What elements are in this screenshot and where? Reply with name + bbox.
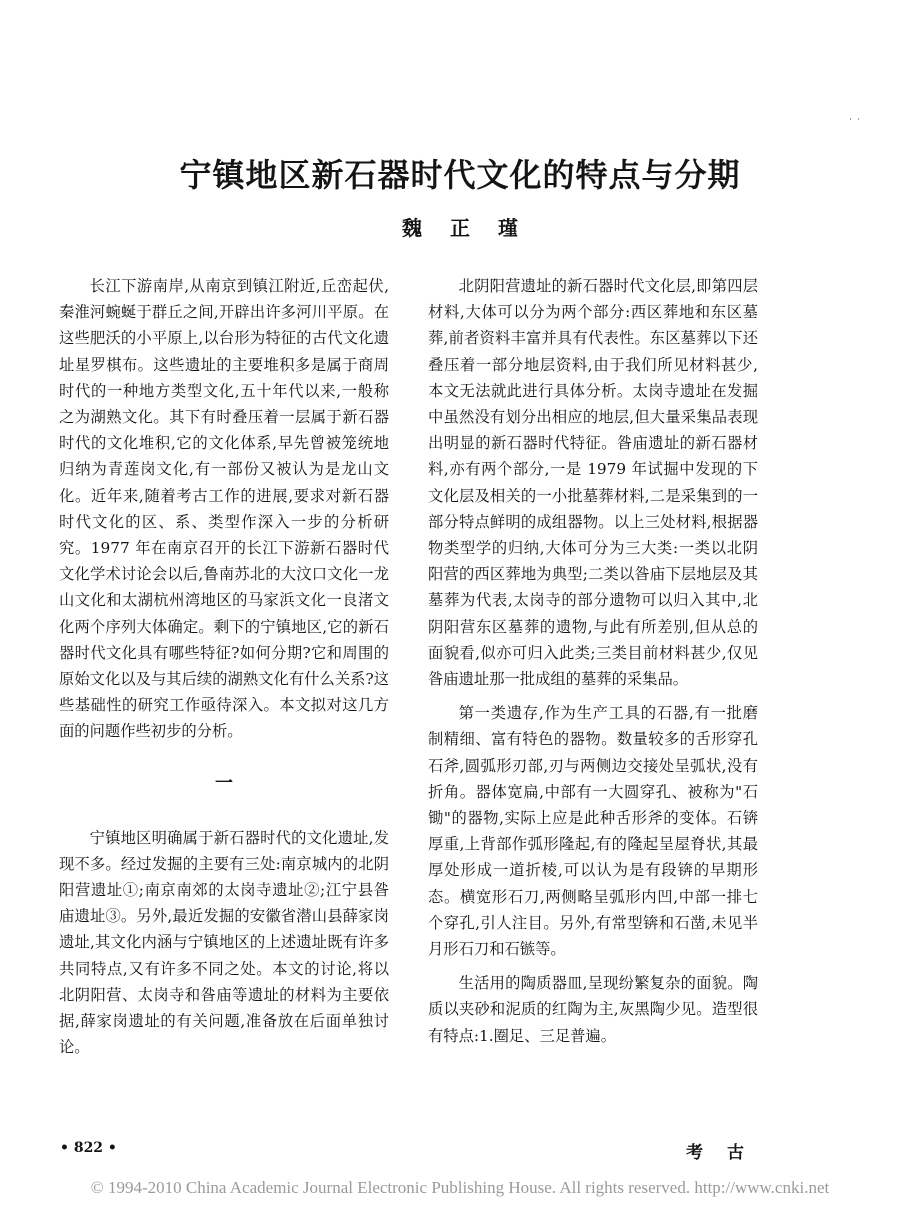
- body-paragraph-2: 第一类遗存,作为生产工具的石器,有一批磨制精细、富有特色的器物。数量较多的舌形穿孔石斧,圆弧形刃部,刃与两侧边交接处呈弧状,没有折角。器体宽扁,中部有一大圆穿孔、被称为"石锄"的器物,实际上应是此种舌形斧的变体。石锛厚重,上背部作弧形隆起,有的隆起呈屋脊状,其最厚处形成一道折棱,可以认为是有段锛的早期形态。横宽形石刀,两侧略呈弧形内凹,中部一排七个穿孔,引人注目。另外,有常型锛和石凿,未见半月形石刀和石镞等。: [428, 704, 758, 959]
- page-number: • 822 •: [60, 1140, 117, 1156]
- left-column: [59, 273, 389, 1060]
- copyright-footer: © 1994-2010 China Academic Journal Electronic Publishing House. All rights reserved. http://www.cnki.net: [90, 1178, 830, 1197]
- section1-paragraph: 宁镇地区明确属于新石器时代的文化遗址,发现不多。经过发掘的主要有三处:南京城内的北阴阳营遗址①;南京南郊的太岗寺遗址②;江宁县昝庙遗址③。另外,最近发掘的安徽省潜山县薛家岗遗址,其文化内涵与宁镇地区的上述遗址既有许多共同特点,又有许多不同之处。本文的讨论,将以北阴阳营、太岗寺和昝庙等遗址的材料为主要依据,薛家岗遗址的有关问题,准备放在后面单独讨论。: [59, 828, 389, 1057]
- body-paragraph-1: 北阴阳营遗址的新石器时代文化层,即第四层材料,大体可以分为两个部分:西区葬地和东区墓葬,前者资料丰富并具有代表性。东区墓葬以下还叠压着一部分地层资料,由于我们所见材料甚少,本文无法就此进行具体分析。太岗寺遗址在发掘中虽然没有划分出相应的地层,但大量采集品表现出明显的新石器时代特征。昝庙遗址的新石器材料,亦有两个部分,一是 1979 年试掘中发现的下文化层及相关的一小批墓葬材料,二是采集到的一部分特点鲜明的成组器物。以上三处材料,根据器物类型学的归纳,大体可分为三大类:一类以北阴阳营的西区葬地为典型;二类以昝庙下层地层及其墓葬为代表,太岗寺的部分遗物可以归入其中,北阴阳营东区墓葬的遗物,与此有所差别,但从总的面貌看,似亦可归入此类;三类目前材料甚少,仅见昝庙遗址那一批成组的墓葬的采集品。: [428, 277, 758, 689]
- scan-speck: ˙ ˙: [848, 118, 862, 129]
- author-name: 魏正瑾: [402, 216, 546, 240]
- journal-name: 考古: [686, 1143, 768, 1163]
- article-title: 宁镇地区新石器时代文化的特点与分期: [179, 156, 741, 194]
- intro-paragraph: 长江下游南岸,从南京到镇江附近,丘峦起伏,秦淮河蜿蜒于群丘之间,开辟出许多河川平原。在这些肥沃的小平原上,以台形为特征的古代文化遗址星罗棋布。这些遗址的主要堆积多是属于商周时代的一种地方类型文化,五十年代以来,一般称之为湖熟文化。其下有时叠压着一层属于新石器时代的文化堆积,它的文化体系,早先曾被笼统地归纳为青莲岗文化,有一部份又被认为是龙山文化。近年来,随着考古工作的进展,要求对新石器时代文化的区、系、类型作深入一步的分析研究。1977 年在南京召开的长江下游新石器时代文化学术讨论会以后,鲁南苏北的大汶口文化一龙山文化和太湖杭州湾地区的马家浜文化一良渚文化两个序列大体确定。剩下的宁镇地区,它的新石器时代文化具有哪些特征?如何分期?它和周围的原始文化以及与其后续的湖熟文化有什么关系?这些基础性的研究工作亟待深入。本文拟对这几方面的问题作些初步的分析。: [59, 277, 389, 741]
- section-number: 一: [215, 772, 233, 794]
- body-paragraph-3: 生活用的陶质器皿,呈现纷繁复杂的面貌。陶质以夹砂和泥质的红陶为主,灰黑陶少见。造型很有特点:1.圈足、三足普遍。: [428, 974, 758, 1045]
- right-column: [428, 273, 758, 1049]
